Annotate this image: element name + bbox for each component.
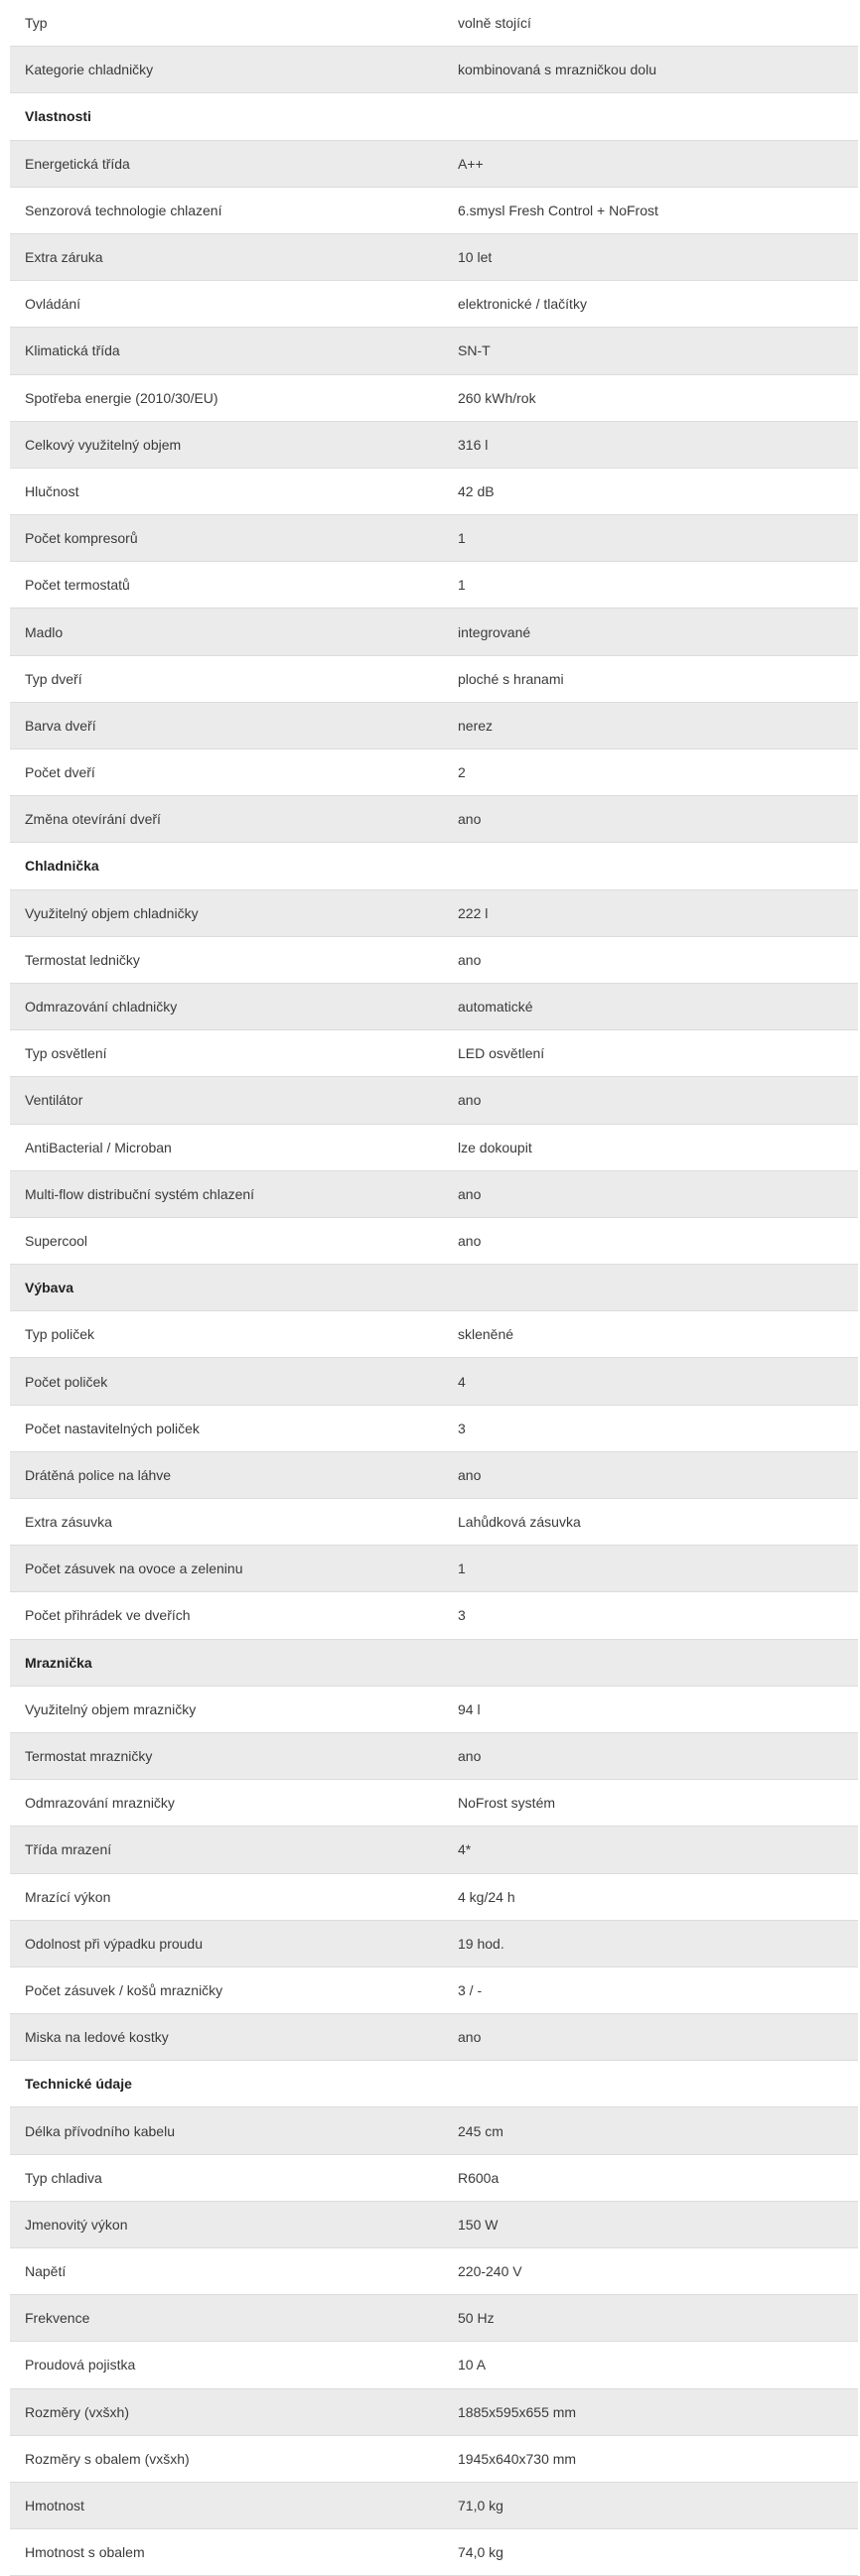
spec-row [10,1125,858,1171]
spec-row [10,375,858,422]
spec-label: Energetická třída [25,155,130,172]
spec-value: 220-240 V [458,2263,522,2280]
spec-row [10,422,858,469]
section-header-row [10,93,858,140]
spec-row [10,2342,858,2388]
spec-row [10,1827,858,1873]
spec-row [10,562,858,609]
spec-value: 316 l [458,436,489,453]
spec-row [10,1077,858,1124]
spec-value: A++ [458,155,484,172]
spec-label: Spotřeba energie (2010/30/EU) [25,389,218,406]
spec-label: Počet dveří [25,764,95,781]
section-header-row [10,843,858,889]
spec-label: Odolnost při výpadku proudu [25,1935,203,1952]
spec-label: Ovládání [25,296,81,313]
spec-value: ano [458,1466,482,1483]
spec-value: 3 [458,1420,466,1436]
spec-row [10,1030,858,1077]
spec-value: ano [458,1092,482,1109]
spec-row [10,937,858,984]
spec-label: Extra záruka [25,249,103,266]
spec-row [10,890,858,937]
spec-label: Hmotnost [25,2498,84,2514]
spec-label: Termostat mrazničky [25,1748,153,1765]
spec-row [10,609,858,655]
section-title: Chladnička [25,858,99,875]
spec-value: Lahůdková zásuvka [458,1514,581,1531]
spec-row [10,703,858,749]
spec-label: Madlo [25,623,64,640]
spec-value: 50 Hz [458,2310,495,2327]
spec-value: 1885x595x655 mm [458,2403,577,2420]
spec-label: Využitelný objem chladničky [25,904,199,921]
spec-row [10,1452,858,1499]
spec-value: kombinovaná s mrazničkou dolu [458,62,656,78]
spec-label: Barva dveří [25,717,96,734]
spec-label: Počet zásuvek / košů mrazničky [25,1981,223,1998]
spec-value: volně stojící [458,15,531,32]
spec-value: ano [458,1748,482,1765]
spec-row [10,1592,858,1639]
spec-label: Klimatická třída [25,342,120,359]
spec-label: Termostat ledničky [25,951,140,968]
spec-row [10,1171,858,1218]
spec-label: Typ [25,15,48,32]
spec-label: Mrazící výkon [25,1888,111,1905]
spec-value: NoFrost systém [458,1795,556,1812]
spec-label: Proudová pojistka [25,2357,136,2373]
spec-row [10,796,858,843]
spec-row [10,1967,858,2014]
spec-value: 245 cm [458,2122,503,2139]
spec-label: Typ chladiva [25,2169,102,2186]
spec-value: 1 [458,530,466,547]
spec-row [10,2202,858,2248]
spec-value: ano [458,2029,482,2046]
section-title: Vlastnosti [25,108,91,125]
spec-row [10,984,858,1030]
spec-label: Počet nastavitelných poliček [25,1420,200,1436]
spec-value: ploché s hranami [458,670,564,687]
spec-value: 19 hod. [458,1935,504,1952]
spec-row [10,141,858,188]
spec-label: Odmrazování chladničky [25,999,178,1016]
spec-label: Využitelný objem mrazničky [25,1700,197,1717]
spec-label: Kategorie chladničky [25,62,154,78]
spec-row [10,234,858,281]
spec-label: Odmrazování mrazničky [25,1795,175,1812]
spec-value: ano [458,1232,482,1249]
spec-label: Počet termostatů [25,577,130,594]
spec-value: 150 W [458,2216,499,2233]
spec-value: 1 [458,577,466,594]
spec-value: 4 kg/24 h [458,1888,515,1905]
spec-value: LED osvětlení [458,1045,545,1062]
spec-value: 74,0 kg [458,2544,503,2561]
spec-row [10,656,858,703]
spec-row [10,47,858,93]
spec-value: 222 l [458,904,489,921]
spec-row [10,1874,858,1921]
section-header-row [10,2061,858,2107]
spec-value: 3 / - [458,1981,483,1998]
section-title: Výbava [25,1280,74,1296]
spec-row [10,2248,858,2295]
spec-row [10,0,858,47]
spec-value: nerez [458,717,494,734]
spec-row [10,188,858,234]
spec-label: Počet poliček [25,1373,108,1390]
spec-row [10,2107,858,2154]
spec-row [10,515,858,562]
spec-label: Počet kompresorů [25,530,138,547]
spec-value: lze dokoupit [458,1139,532,1155]
spec-row [10,1780,858,1827]
spec-label: Typ dveří [25,670,82,687]
spec-row [10,1358,858,1405]
spec-value: 260 kWh/rok [458,389,536,406]
spec-value: R600a [458,2169,500,2186]
spec-value: 1 [458,1560,466,1577]
spec-label: Senzorová technologie chlazení [25,202,222,218]
spec-value: 1945x640x730 mm [458,2450,577,2467]
spec-value: 3 [458,1607,466,1624]
spec-row [10,2295,858,2342]
section-title: Mraznička [25,1654,92,1671]
spec-row [10,1218,858,1265]
spec-label: Počet přihrádek ve dveřích [25,1607,191,1624]
spec-row [10,749,858,796]
spec-value: 10 A [458,2357,487,2373]
spec-label: Supercool [25,1232,88,1249]
section-header-row [10,1640,858,1687]
spec-row [10,281,858,328]
spec-value: 4* [458,1841,472,1858]
section-title: Technické údaje [25,2076,132,2093]
spec-value: 6.smysl Fresh Control + NoFrost [458,202,658,218]
section-header-row [10,1265,858,1311]
spec-value: automatické [458,999,533,1016]
spec-value: SN-T [458,342,491,359]
spec-row [10,2014,858,2061]
spec-row [10,328,858,374]
spec-value: 2 [458,764,466,781]
spec-value: ano [458,951,482,968]
spec-label: Typ poliček [25,1326,95,1343]
spec-value: skleněné [458,1326,514,1343]
spec-value: ano [458,1185,482,1202]
spec-label: Počet zásuvek na ovoce a zeleninu [25,1560,243,1577]
spec-label: Ventilátor [25,1092,83,1109]
spec-label: Délka přívodního kabelu [25,2122,175,2139]
spec-label: Hlučnost [25,482,79,499]
spec-label: Celkový využitelný objem [25,436,182,453]
spec-row [10,1921,858,1967]
spec-row [10,1406,858,1452]
spec-label: Typ osvětlení [25,1045,107,1062]
spec-row [10,1687,858,1733]
spec-value: 4 [458,1373,466,1390]
spec-value: 10 let [458,249,493,266]
spec-row [10,1311,858,1358]
spec-label: Rozměry (vxšxh) [25,2403,130,2420]
spec-label: Jmenovitý výkon [25,2216,128,2233]
spec-value: 42 dB [458,482,495,499]
spec-label: Frekvence [25,2310,90,2327]
spec-value: 71,0 kg [458,2498,503,2514]
spec-row [10,2155,858,2202]
spec-label: AntiBacterial / Microban [25,1139,172,1155]
spec-row [10,469,858,515]
spec-row [10,1546,858,1592]
spec-value: 94 l [458,1700,481,1717]
spec-table [10,0,858,2576]
spec-row [10,1733,858,1780]
spec-label: Hmotnost s obalem [25,2544,145,2561]
spec-label: Změna otevírání dveří [25,811,161,828]
spec-row [10,2483,858,2529]
spec-row [10,1499,858,1546]
spec-label: Třída mrazení [25,1841,112,1858]
spec-label: Miska na ledové kostky [25,2029,169,2046]
spec-row [10,2436,858,2483]
spec-label: Multi-flow distribuční systém chlazení [25,1185,255,1202]
spec-row [10,2529,858,2576]
spec-value: elektronické / tlačítky [458,296,587,313]
spec-value: ano [458,811,482,828]
spec-label: Rozměry s obalem (vxšxh) [25,2450,190,2467]
spec-row [10,2389,858,2436]
spec-label: Drátěná police na láhve [25,1466,172,1483]
spec-value: integrované [458,623,531,640]
spec-label: Extra zásuvka [25,1514,112,1531]
spec-label: Napětí [25,2263,67,2280]
